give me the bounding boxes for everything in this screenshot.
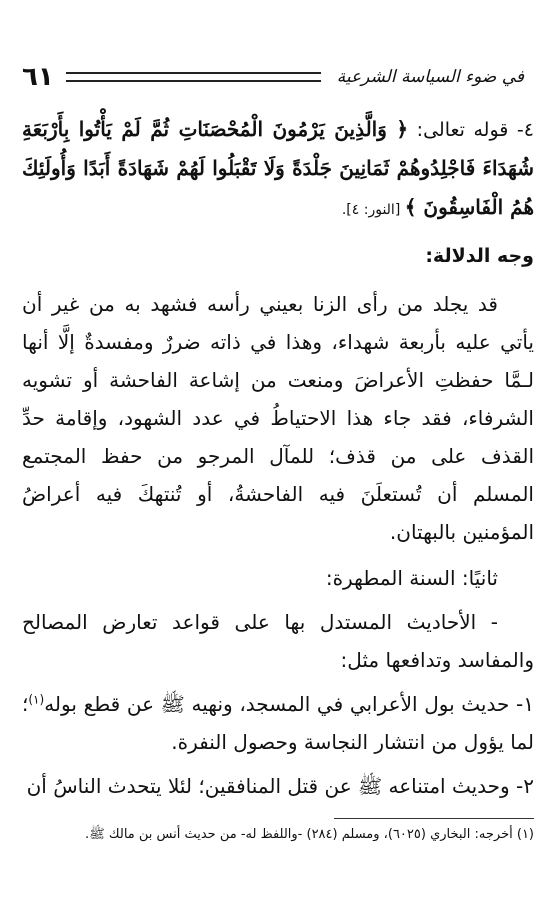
paragraph-hadiths-intro: - الأحاديث المستدل بها على قواعد تعارض المصالح والمفاسد وتدافعها مثل: [22, 610, 534, 672]
header-rule [66, 72, 321, 82]
section-heading-indication: وجه الدلالة: [425, 245, 534, 267]
list-item: ٢- وحديث امتناعه ﷺ عن قتل المنافقين؛ لئلا يتحدث الناسُ أن [26, 774, 534, 798]
paragraph-indication: قد يجلد من رأى الزنا بعيني رأسه فشهد به من غير أن يأتي عليه بأربعة شهداء، وهذا في ذاته ضررٌ ومفسدةٌ إلَّا أنها لـمَّا حفظتِ الأعراضَ ومنعت من إشاعة الفاحشة أو تشويه الشرفاء، فقد جاء هذا الاحتياطُ في عدد الشهود، وإقامة حدِّ القذف على من قذف؛ للمآل المرجو من حفظ المجتمع المسلم أن تُستعلَنَ فيه الفاحشةُ، أو تُنتهكَ فيه أعراضُ المؤمنين بالبهتان. [22, 292, 534, 544]
page-body [22, 110, 534, 805]
list-item-1-text: ١- حديث بول الأعرابي في المسجد، ونهيه ﷺ عن قطع بوله [44, 692, 534, 716]
page-number: ٦١ [22, 62, 54, 92]
quran-verse: ﴿ وَالَّذِينَ يَرْمُونَ الْمُحْصَنَاتِ ثُمَّ لَمْ يَأْتُوا بِأَرْبَعَةِ شُهَدَاءَ فَاجْلِدُوهُمْ ثَمَانِينَ جَلْدَةً وَلَا تَقْبَلُوا لَهُمْ شَهَادَةً أَبَدًا وَأُولَئِكَ هُمُ الْفَاسِقُونَ ﴾ [22, 117, 534, 219]
section-heading-sunnah: ثانيًا: السنة المطهرة: [325, 566, 498, 590]
running-title: في ضوء السياسة الشرعية [336, 67, 524, 87]
footnote-marker[interactable]: (١) [28, 692, 45, 707]
footnote: (١) أخرجه: البخاري (٦٠٢٥)، ومسلم (٢٨٤) -واللفظ له- من حديث أنس بن مالك ﷺ. [84, 827, 534, 842]
footnote-separator [334, 818, 534, 819]
verse-item [22, 110, 534, 229]
list-item [22, 685, 534, 761]
page-header [22, 60, 524, 94]
verse-reference: [النور: ٤]. [341, 202, 405, 218]
list-item-1-rest: ؛ لما يؤول من انتشار النجاسة وحصول النفرة. [22, 692, 534, 754]
verse-lead: ٤- قوله تعالى: [408, 119, 535, 141]
